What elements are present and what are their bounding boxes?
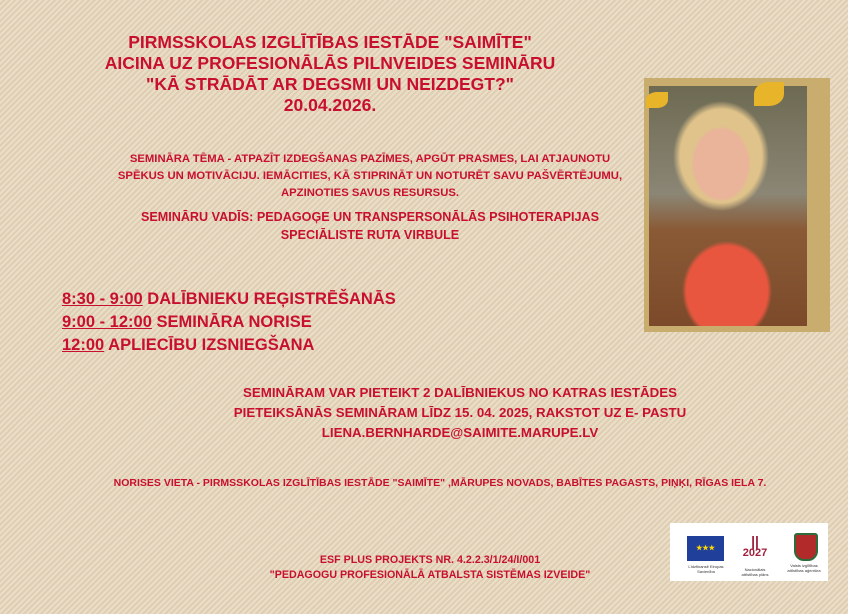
eu-flag-icon: ★★★ — [687, 536, 724, 561]
coat-of-arms-icon — [794, 533, 818, 561]
poster-title — [60, 32, 600, 116]
schedule-time: 9:00 - 12:00 — [62, 313, 152, 331]
leaf-icon — [646, 92, 668, 108]
seminar-theme: SEMINĀRA TĒMA - ATPAZĪT IZDEGŠANAS PAZĪMES, APGŪT PRASMES, LAI ATJAUNOTU SPĒKUS UN MOTIVĀCIJU. IEMĀCITIES, KĀ STIPRINĀT UN NOTURĒT SAVU PAŠVĒRTĒJUMU, APZINOTIES SAVUS RESURSUS. — [117, 153, 623, 199]
registration-info — [160, 383, 760, 443]
speaker-portrait — [649, 86, 807, 326]
nap-caption: Nacionālais attīstības plāns — [741, 567, 769, 577]
title-line: AICINA UZ PROFESIONĀLĀS PILNVEIDES SEMINĀRU — [104, 53, 556, 73]
leaf-icon — [754, 82, 784, 106]
schedule-time: 12:00 — [62, 336, 105, 354]
project-name: "PEDAGOGU PROFESIONĀLĀ ATBALSTA SISTĒMAS IZVEIDE" — [269, 569, 591, 581]
eu-caption: Līdzfinansē Eiropas Savienība — [688, 564, 724, 574]
deadline-note: PIETEIKSĀNĀS SEMINĀRAM LĪDZ 15. 04. 2025, RAKSTOT UZ E- PASTU — [233, 405, 687, 420]
email-link[interactable]: LIENA.BERNHARDE@SAIMITE.MARUPE.LV — [321, 425, 599, 440]
schedule-item — [62, 311, 396, 334]
schedule-label: DALĪBNIEKU REĢISTRĒŠANĀS — [142, 290, 396, 308]
title-line: PIRMSSKOLAS IZGLĪTĪBAS IESTĀDE "SAIMĪTE" — [128, 32, 532, 52]
event-date: 20.04.2026. — [283, 95, 377, 115]
sponsor-logos — [670, 523, 828, 581]
schedule-item — [62, 288, 396, 311]
title-line: "KĀ STRĀDĀT AR DEGSMI UN NEIZDEGT?" — [146, 74, 514, 94]
nap-year: 2027 — [742, 547, 768, 559]
project-number: ESF PLUS PROJEKTS NR. 4.2.2.3/1/24/I/001 — [319, 554, 541, 566]
schedule-item — [62, 334, 396, 357]
speaker-photo — [644, 78, 830, 332]
schedule-time: 8:30 - 9:00 — [62, 290, 143, 308]
schedule-label: APLIECĪBU IZSNIEGŠANA — [104, 336, 315, 354]
viaa-caption: Valsts izglītības attīstības aģentūra — [787, 563, 821, 573]
nap-bars-icon: || — [751, 533, 759, 549]
nap-logo — [740, 535, 770, 559]
schedule-label: SEMINĀRA NORISE — [151, 313, 312, 331]
esf-project — [200, 553, 660, 583]
venue: NORISES VIETA - PIRMSSKOLAS IZGLĪTĪBAS IESTĀDE "SAIMĪTE" ,MĀRUPES NOVADS, BABĪTES PAGASTS, PIŅĶI, RĪGAS IELA 7. — [113, 477, 767, 489]
participants-note: SEMINĀRAM VAR PIETEIKT 2 DALĪBNIEKUS NO KATRAS IESTĀDES — [243, 385, 677, 400]
seminar-lead: SEMINĀRU VADĪS: PEDAGOĢE UN TRANSPERSONĀLĀS PSIHOTERAPIJAS SPECIĀLISTE RUTA VIRBULE — [140, 210, 600, 242]
schedule — [62, 288, 396, 357]
